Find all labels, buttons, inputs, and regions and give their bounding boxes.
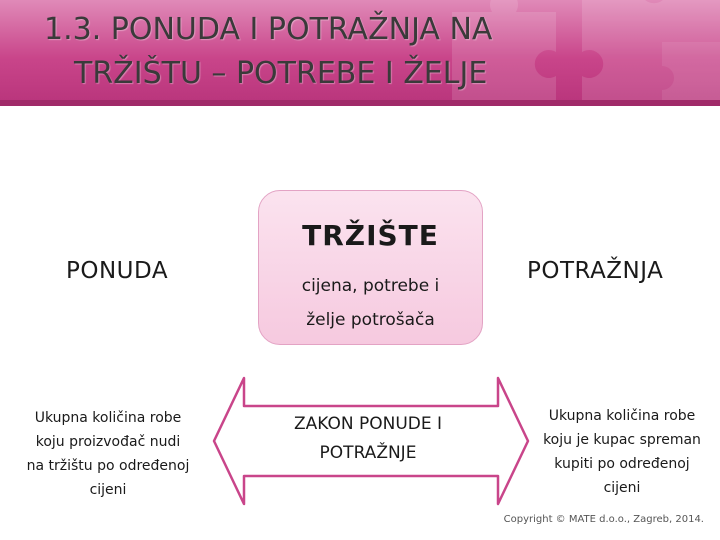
law-line-1: ZAKON PONUDE I	[293, 414, 443, 434]
demand-desc-line-3: kupiti po određenoj	[554, 456, 690, 472]
market-title: TRŽIŠTE	[302, 219, 439, 252]
supply-desc-line-4: cijeni	[89, 482, 127, 498]
law-of-supply-demand	[253, 410, 483, 468]
demand-label: POTRAŽNJA	[527, 258, 664, 284]
supply-label: PONUDA	[66, 258, 169, 284]
demand-description	[522, 404, 720, 500]
market-subtitle	[259, 269, 482, 337]
supply-desc-line-3: na tržištu po određenoj	[26, 458, 190, 474]
market-box	[258, 190, 483, 345]
supply-description	[8, 406, 208, 502]
page-title	[0, 8, 600, 96]
law-line-2: POTRAŽNJE	[319, 443, 417, 463]
demand-desc-line-1: Ukupna količina robe	[548, 408, 696, 424]
market-subtitle-line-1: cijena, potrebe i	[301, 276, 440, 296]
copyright-notice: Copyright © MATE d.o.o., Zagreb, 2014.	[503, 514, 704, 525]
header-bottom-band	[0, 100, 720, 106]
title-line-1: 1.3. PONUDA I POTRAŽNJA NA	[44, 12, 493, 47]
supply-desc-line-2: koju proizvođač nudi	[35, 434, 181, 450]
market-subtitle-line-2: želje potrošača	[306, 310, 435, 330]
header-banner	[0, 0, 720, 106]
demand-desc-line-2: koju je kupac spreman	[543, 432, 701, 448]
demand-desc-line-4: cijeni	[603, 480, 641, 496]
supply-desc-line-1: Ukupna količina robe	[34, 410, 182, 426]
title-line-2: TRŽIŠTU – POTREBE I ŽELJE	[74, 56, 488, 91]
